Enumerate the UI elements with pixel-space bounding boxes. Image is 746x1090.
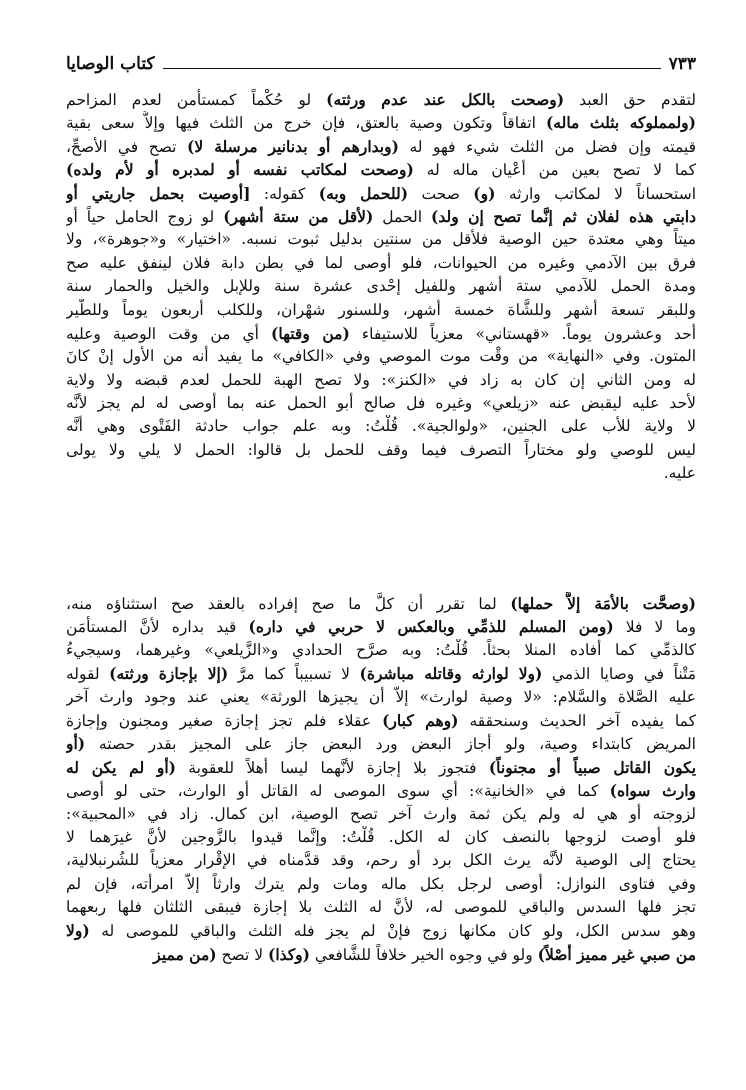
text-line xyxy=(66,275,696,298)
text-line xyxy=(66,849,696,872)
text-segment: أحد وعشرون يوماً. «قهستاني» معزياً للاستيفاء xyxy=(349,324,696,343)
text-line xyxy=(66,415,696,438)
bold-segment: (وصحت بالكل عند عدم ورثته) xyxy=(326,90,565,109)
text-segment: لا تصح xyxy=(216,945,269,964)
text-segment: كما يفيده آخر الحديث وسنحققه xyxy=(458,711,696,730)
bold-segment: (وهم كبار) xyxy=(382,710,459,730)
text-segment: تجز فلها السدس والباقي للموصى له، لأنَّ له الثلث بلا إجازة فيبقى الثلثان فلها ربعهما xyxy=(66,898,696,917)
text-line xyxy=(66,662,696,685)
text-line xyxy=(66,709,696,732)
bold-segment: وارث سواه) xyxy=(609,781,696,801)
text-segment: لزوجته أو هي له ولم يكن ثمة وارث آخر تصح الوصية، ابن كمال. زاد في «المحبية»: xyxy=(66,804,696,823)
text-segment: لما تقرر أن كلَّ ما صح إفراده بالعقد صح استثناؤه منه، xyxy=(66,595,511,613)
text-segment: يحتاج إلى الوصية لأنَّه يرث الكل برد أو رحم، وقد قدَّمناه في الإقْرار معزياً للشُرنبلالية، xyxy=(66,851,696,870)
bold-segment: (ولا xyxy=(66,921,90,941)
text-line xyxy=(66,826,696,849)
text-line xyxy=(66,345,696,368)
bold-segment: (وكذا) xyxy=(268,944,310,964)
text-segment: ولو في وجوه الخير خلافاً للشَّافعي xyxy=(310,945,538,964)
bold-segment: (وصحَّت بالأمَة إلاَّ حملها) xyxy=(510,594,696,613)
bold-segment: (للحمل وبه) xyxy=(318,183,409,203)
text-segment: له ومن الثاني إن كان به زاد في «الكنز»: ولا تصح الهبة للحمل لعدم قبضه ولا ولاية xyxy=(66,370,696,389)
text-segment: أي من وقت الوصية وعليه xyxy=(66,324,272,343)
text-line xyxy=(66,873,696,896)
text-segment: عليه. xyxy=(663,464,696,483)
text-segment: لأحد عليه ليقبض عنه «زيلعي» وغيره فل صالح أبو الحمل عنه بما أوصى له لم يجز لأنَّه xyxy=(66,394,696,413)
text-line xyxy=(66,299,696,322)
bold-segment: (وصحت لمكاتب نفسه أو لمدبره أو لأم ولده) xyxy=(66,160,414,180)
text-line xyxy=(66,439,696,462)
bold-segment: من صبي غير مميز أصْلاً) xyxy=(537,944,696,964)
paragraph-2 xyxy=(66,592,696,966)
text-segment: كقوله: xyxy=(250,184,319,203)
bold-segment: (و) xyxy=(473,183,496,203)
bold-segment: (وبدارهم أو بدنانير مرسلة لا) xyxy=(187,136,399,156)
text-segment: الحمل xyxy=(373,207,431,226)
text-line xyxy=(66,943,696,966)
bold-segment: (ومن المسلم للذمِّي وبالعكس لا حربي في داره) xyxy=(248,617,614,637)
text-segment: عليه الصَّلاة والسَّلام: «لا وصية لوارث» إلاَّ أن يجيزها الورثة» يعني عند وجود وارث آخر xyxy=(66,687,696,706)
text-segment: وللبقر تسعة أشهر وللشَّاة خمسة أشهر، وللسنور شهْران، وللكلب أربعون يوماً وللطَّير xyxy=(66,300,696,319)
text-segment: لقوله xyxy=(66,665,110,684)
text-line xyxy=(66,322,696,345)
bold-segment: (إلا بإجازة ورثته) xyxy=(109,664,229,684)
text-segment: ميتاً وهي معتدة حين الوصية فلأقل من سنتين بدليل ثبوت نسبه. «اختيار» و«جوهرة»، ولا xyxy=(66,230,696,249)
text-segment: لو حُكْماً كمستأمن لعدم المزاحم xyxy=(66,91,327,109)
text-segment: عقلاء فلم تجز إجازة صغير ومجنون وإجازة xyxy=(66,711,383,730)
text-segment: فلو أوصت لزوجها بالنصف كان له الكل. قُلْتُ: وإنَّما قيدوا بالزَّوجين لأنَّ غيرَهما لا xyxy=(66,827,696,846)
text-line xyxy=(66,88,696,111)
text-segment: وفي فتاوى النوازل: أوصى لرجل بكل ماله ومات ولم يترك وارثاً إلاَّ امرأته، فإن لم xyxy=(66,874,696,893)
text-line xyxy=(66,252,696,275)
text-line xyxy=(66,919,696,942)
text-segment: فرق بين الآدمي وغيره من الحيوانات، فلو أوصى لما في بطن دابة فلان لينفق عليه صح xyxy=(66,253,696,272)
text-segment: وما لا فلا xyxy=(613,618,696,637)
text-line xyxy=(66,228,696,251)
text-line xyxy=(66,756,696,779)
text-line xyxy=(66,592,696,615)
bold-segment: (ولمملوكه بثلث ماله) xyxy=(545,113,696,133)
text-line xyxy=(66,779,696,802)
text-segment: لا ولاية للأب على الجنين، «ولوالجية». قُلْتُ: وبه علم جواب حادثة الفَتْوى وهي أنَّه xyxy=(66,417,696,436)
paragraph-1 xyxy=(66,88,696,486)
text-segment: قيد بداره لأنَّ المستأمَن xyxy=(66,618,249,637)
text-line xyxy=(66,615,696,638)
bold-segment: (أو لم يكن له xyxy=(66,757,177,777)
bold-segment: (من مميز xyxy=(153,944,217,964)
text-segment: لو زوج الحامل حياً أو xyxy=(66,207,224,226)
text-segment: ليس للوصي ولو مختاراً التصرف فيما وقف للحمل بل قالوا: الحمل لا يلي ولا يولى xyxy=(66,440,696,459)
text-segment: كالذمِّي كما أفاده المنلا بحثاً. قُلْتُ: وبه صرَّح الحدادي و«الزَّيلعي» وغيرهما، وسيجيءُ xyxy=(66,640,696,659)
text-segment: كما لا تصح بعين من أعْيان ماله له xyxy=(413,161,696,180)
text-line xyxy=(66,392,696,415)
text-segment: لتقدم حق العبد xyxy=(564,91,696,109)
text-segment: ومدة الحمل للآدمي ستة أشهر وللفيل إحْدى عشرة سنة وللإبل والخيل والحمار سنة xyxy=(66,277,696,296)
bold-segment: (ولا لوارثه وقاتله مباشرة) xyxy=(359,664,543,684)
text-line xyxy=(66,111,696,134)
bold-segment: دابتي هذه لفلان ثم إنَّما تصح إن ولد) xyxy=(431,206,696,226)
text-line xyxy=(66,182,696,205)
text-segment: اتفاقاً وتكون وصية بالعتق، فإن خرج من الثلث فيها وإلاَّ سعى بقية xyxy=(66,114,546,133)
header-rule xyxy=(163,68,661,69)
text-line xyxy=(66,686,696,709)
text-segment: تصح في الأصحِّ، xyxy=(66,137,188,156)
text-segment: مَتْناً في وصايا الذمي xyxy=(542,665,696,684)
chapter-title: كتاب الوصايا xyxy=(66,54,155,74)
text-segment: استحساناً لا لمكاتب وارثه xyxy=(495,184,696,203)
text-line xyxy=(66,732,696,755)
text-line xyxy=(66,803,696,826)
text-line xyxy=(66,158,696,181)
page-number: ٧٣٣ xyxy=(668,54,696,74)
text-line xyxy=(66,205,696,228)
text-segment: فتجوز بلا إجازة لأنَّهما ليسا أهلاً للعقوبة xyxy=(176,758,489,777)
bold-segment: [أوصيت بحمل جاريتي أو xyxy=(66,183,251,203)
text-segment: المتون. وفي «النهاية» من وقْت موت الموصي وفي «الكافي» ما يفيد أنه من الأول إنْ كانَ xyxy=(66,347,696,366)
text-segment: وهو سدس الكل، ولو كان مكانها زوج فإنْ لم يجز فله الثلث والباقي للموصى له xyxy=(89,922,696,941)
text-segment: صحت xyxy=(408,184,474,203)
text-line xyxy=(66,462,696,485)
bold-segment: (أو xyxy=(66,734,86,754)
text-segment: لا تسبيباً كما مرَّ xyxy=(228,665,360,684)
page-header xyxy=(66,52,696,74)
bold-segment: يكون القاتل صبياً أو مجنوناً) xyxy=(488,757,696,777)
text-segment: قيمته وإن فضل من الثلث شيء فهو له xyxy=(398,137,696,156)
bold-segment: (من وقتها) xyxy=(271,323,350,343)
text-line xyxy=(66,369,696,392)
text-line xyxy=(66,639,696,662)
text-line xyxy=(66,135,696,158)
bold-segment: (لأقل من ستة أشهر) xyxy=(223,206,374,226)
text-segment: كما في «الخانية»: أي سوى الموصى له القاتل أو الوارث، حتى لو أوصى xyxy=(66,782,610,801)
text-line xyxy=(66,896,696,919)
text-segment: المريض كابتداء وصية، ولو أجاز البعض ورد البعض جاز على المجيز بقدر حصته xyxy=(85,735,696,754)
